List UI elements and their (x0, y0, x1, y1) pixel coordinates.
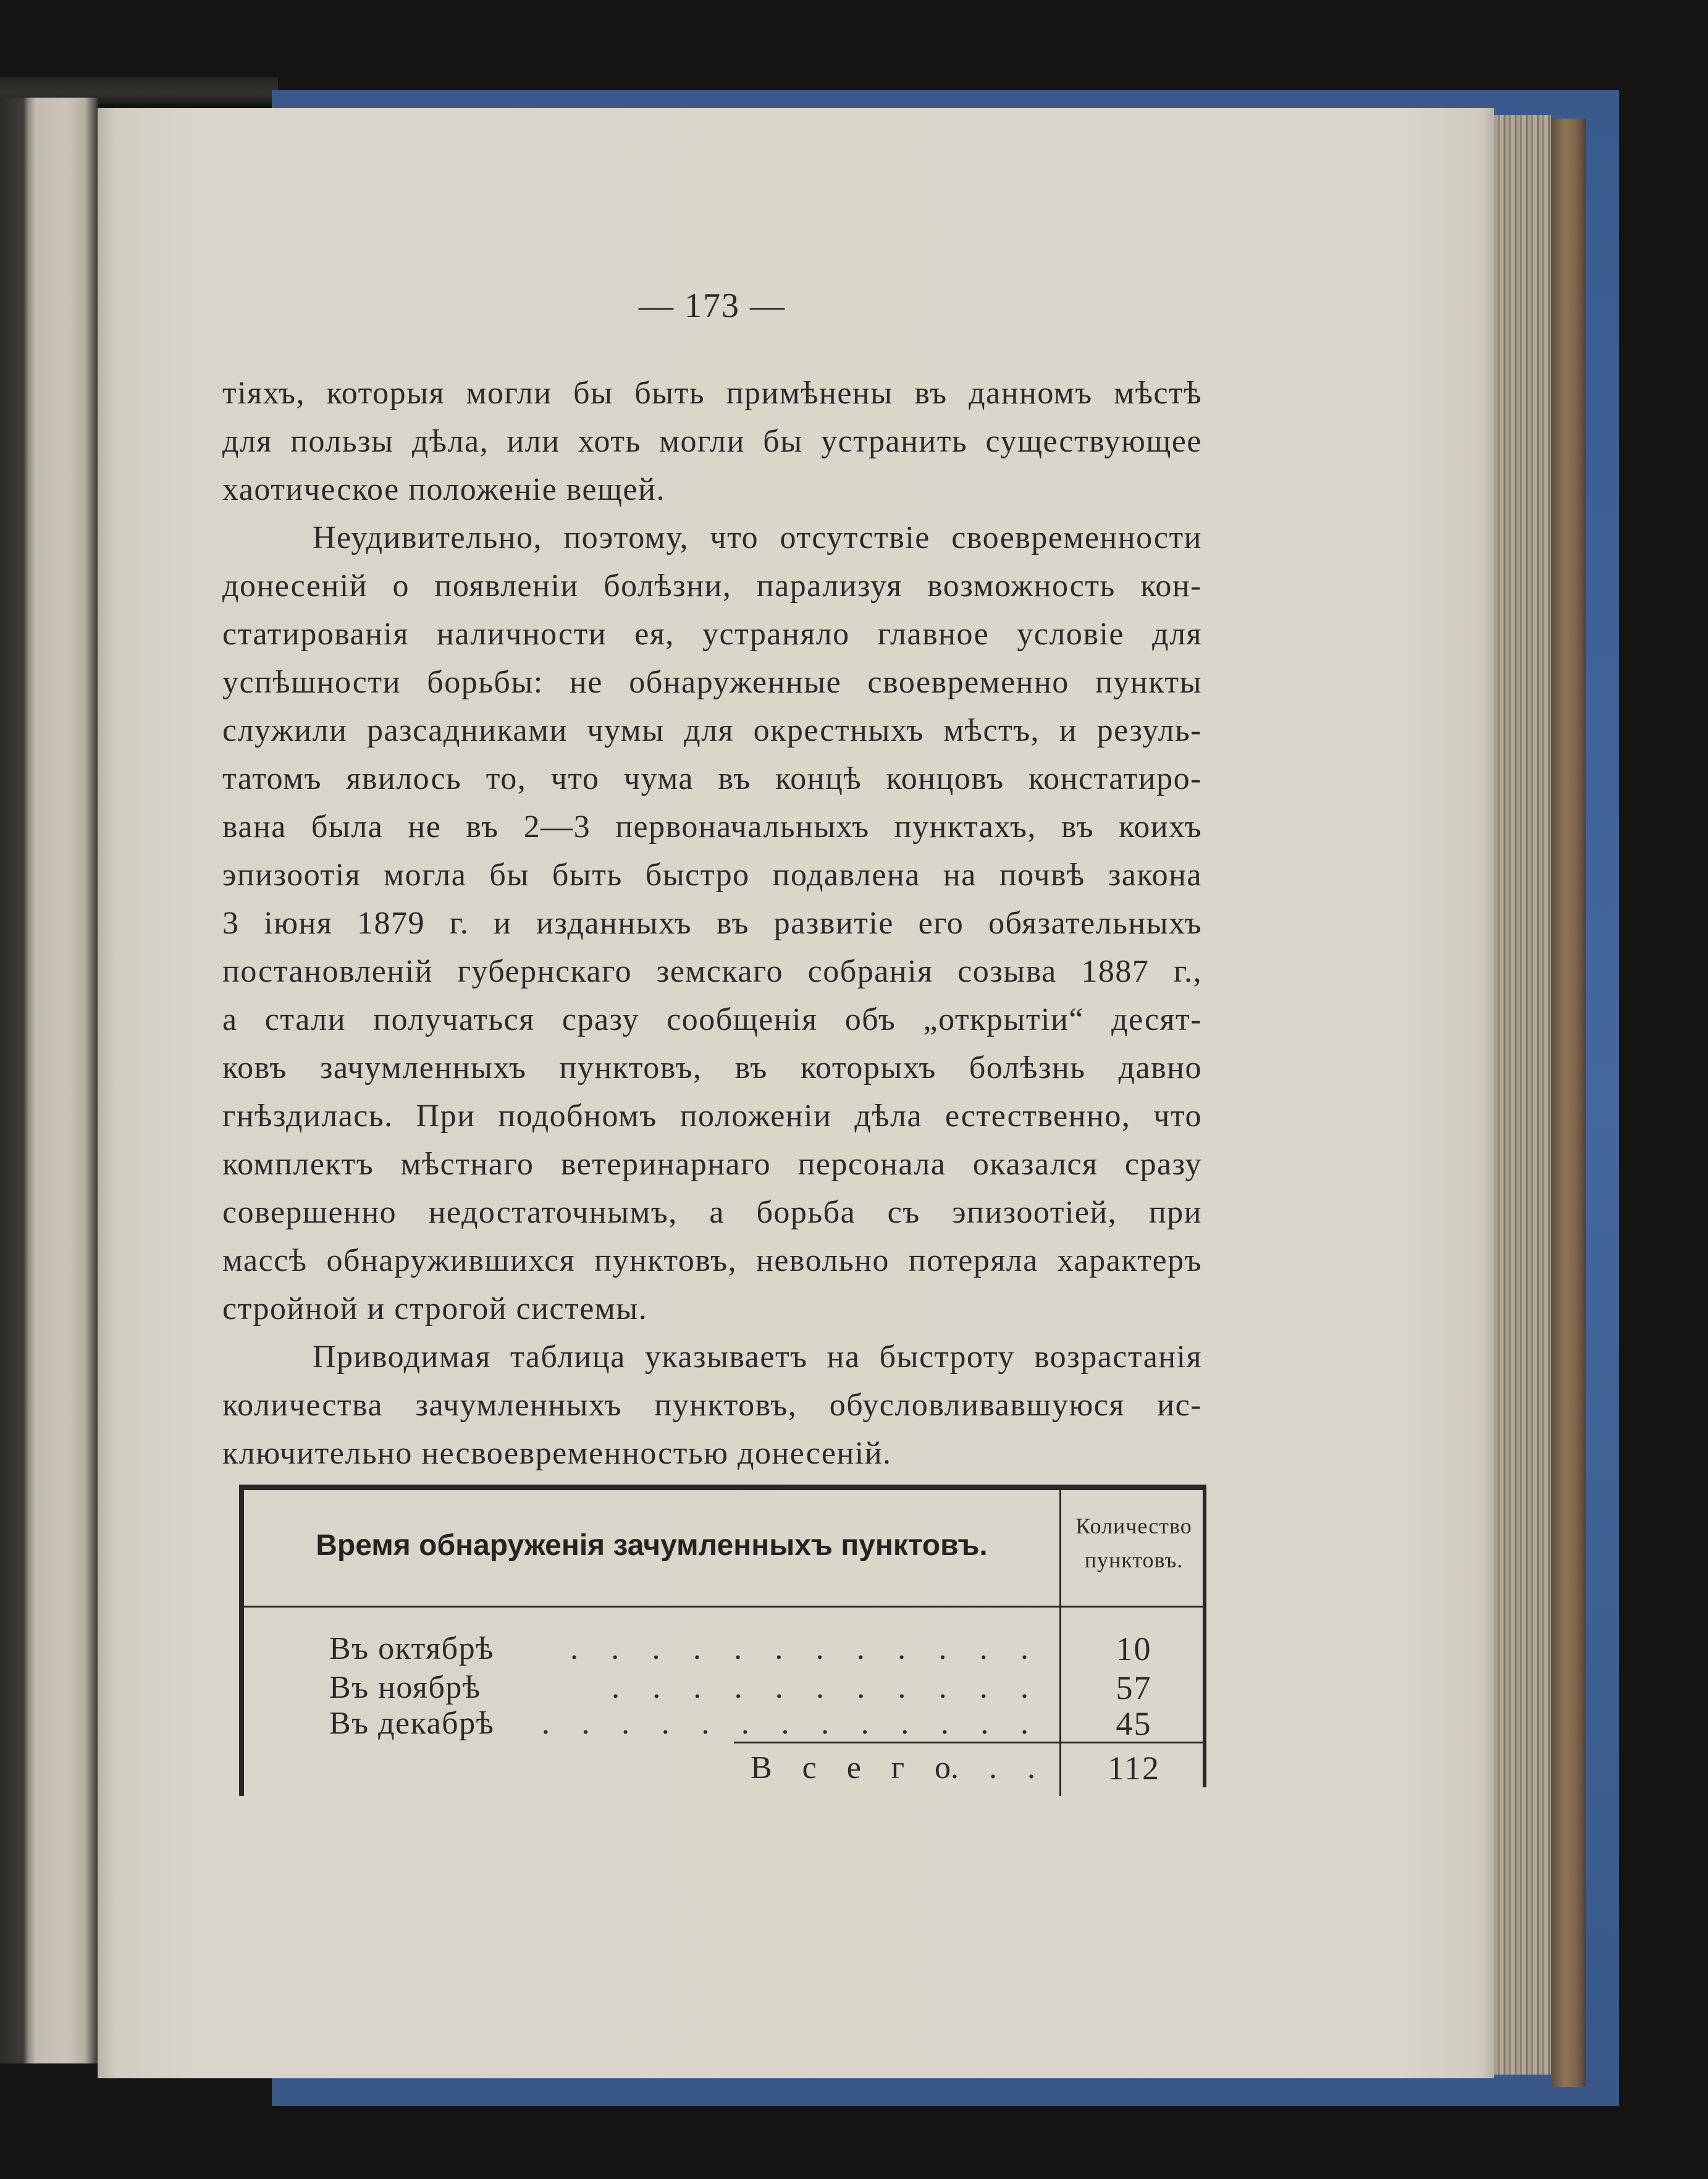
table-header-count-unit: пунктовъ. (1084, 1548, 1184, 1572)
text-line: количества зачумленныхъ пунктовъ, обусловливавшуюся ис- (222, 1388, 1202, 1423)
text-line: гнѣздилась. При подобномъ положеніи дѣла естественно, что (222, 1098, 1202, 1134)
page-number: — 173 — (639, 287, 786, 325)
text-line: тіяхъ, которыя могли бы быть примѣнены въ данномъ мѣстѣ (222, 376, 1202, 411)
text-line: служили разсадниками чумы для окрестныхъ мѣстъ, и резуль- (222, 713, 1202, 748)
cover-board-edge (1551, 119, 1586, 2087)
table-total-label: В с е г о. . . (751, 1750, 1035, 1785)
dot-leader: . . . . . . . . . . . . . (542, 1706, 1029, 1741)
text-line: массѣ обнаружившихся пунктовъ, невольно потеряла характеръ (222, 1243, 1202, 1278)
text-line: совершенно недостаточнымъ, а борьба съ эпизоотіей, при (222, 1195, 1202, 1230)
table-top-rule (239, 1485, 1206, 1490)
text-line: хаотическое положеніе вещей. (222, 472, 665, 507)
text-line: татомъ явилось то, что чума въ концѣ концовъ констатиро- (222, 761, 1202, 796)
text-line: вана была не въ 2—3 первоначальныхъ пунктахъ, въ коихъ (222, 809, 1202, 845)
table-row-value: 10 (1116, 1630, 1152, 1667)
table-row-label: Въ ноябрѣ (329, 1670, 481, 1705)
text-line: Неудивительно, поэтому, что отсутствіе своевременности (313, 520, 1202, 555)
book-page (98, 108, 1494, 2078)
text-line: для пользы дѣла, или хоть могли бы устранить существующее (222, 424, 1202, 459)
table-total-value: 112 (1108, 1750, 1160, 1787)
table-row-value: 45 (1116, 1705, 1152, 1742)
text-line: 3 іюня 1879 г. и изданныхъ въ развитіе его обязательныхъ (222, 906, 1202, 941)
text-line: эпизоотія могла бы быть быстро подавлена на почвѣ закона (222, 858, 1202, 893)
table-header-count: Количество (1075, 1514, 1192, 1538)
dot-leader: . . . . . . . . . . . (612, 1670, 1029, 1705)
dot-leader: . . . . . . . . . . . . (570, 1631, 1029, 1666)
text-line: ключительно несвоевременностью донесеній. (222, 1436, 892, 1471)
table-left-rule (239, 1485, 244, 1796)
body-text (222, 369, 1202, 1478)
table-row-label: Въ октябрѣ (329, 1631, 494, 1666)
text-line: ковъ зачумленныхъ пунктовъ, въ которыхъ болѣзнь давно (222, 1050, 1202, 1085)
points-table (239, 1485, 1206, 1796)
table-header-time: Время обнаруженія зачумленныхъ пунктовъ. (316, 1529, 988, 1562)
text-line: комплектъ мѣстнаго ветеринарнаго персонала оказался сразу (222, 1147, 1202, 1182)
text-line: стройной и строгой системы. (222, 1291, 648, 1326)
left-page-edge (0, 98, 98, 2063)
text-line: Приводимая таблица указываетъ на быстроту возрастанія (313, 1339, 1202, 1375)
text-line: успѣшности борьбы: не обнаруженные своевременно пункты (222, 665, 1202, 700)
text-line: а стали получаться сразу сообщенія объ „открытіи“ десят- (222, 1002, 1202, 1037)
text-line: постановленій губернскаго земскаго собранія созыва 1887 г., (222, 954, 1202, 989)
table-row-value: 57 (1116, 1669, 1152, 1706)
table-row-label: Въ декабрѣ (329, 1706, 495, 1741)
text-line: донесеній о появленіи болѣзни, парализуя возможность кон- (222, 568, 1202, 604)
table-header-rule (244, 1606, 1203, 1608)
page-stack-edges (1494, 115, 1551, 2075)
text-line: статированія наличности ея, устраняло главное условіе для (222, 617, 1202, 652)
